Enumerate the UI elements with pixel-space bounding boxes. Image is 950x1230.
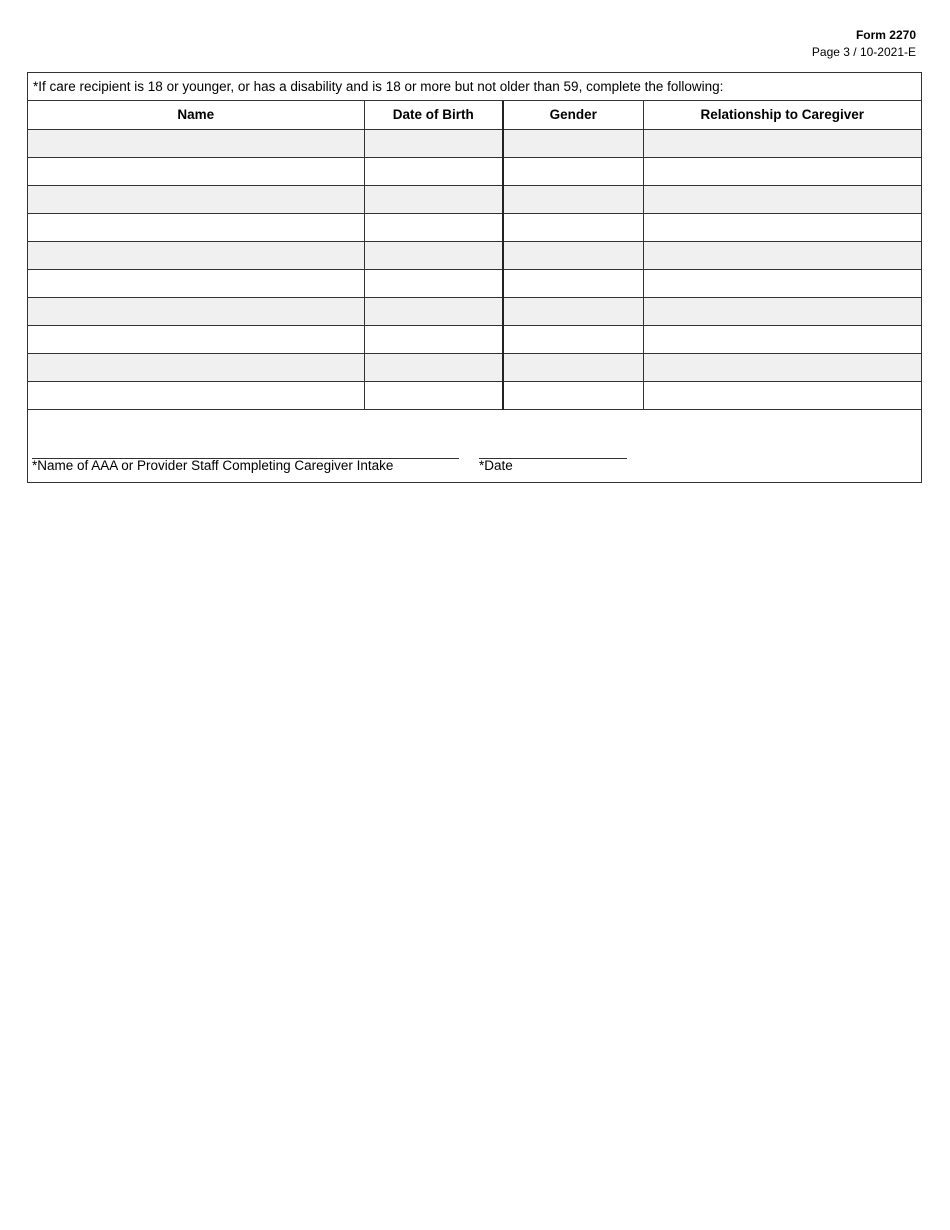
relationship-cell[interactable] (643, 325, 921, 353)
name-cell[interactable] (28, 353, 364, 381)
gender-cell[interactable] (503, 381, 643, 409)
table-row (28, 325, 921, 353)
signature-area (28, 410, 921, 482)
column-header-gender: Gender (503, 101, 643, 129)
date-of-birth-cell[interactable] (364, 213, 503, 241)
name-cell[interactable] (28, 213, 364, 241)
table-header-row (28, 101, 921, 129)
relationship-cell[interactable] (643, 185, 921, 213)
table-row (28, 185, 921, 213)
date-of-birth-cell[interactable] (364, 297, 503, 325)
gender-cell[interactable] (503, 241, 643, 269)
gender-cell[interactable] (503, 213, 643, 241)
table-row (28, 381, 921, 409)
name-cell[interactable] (28, 157, 364, 185)
date-of-birth-cell[interactable] (364, 185, 503, 213)
gender-cell[interactable] (503, 297, 643, 325)
name-cell[interactable] (28, 129, 364, 157)
name-cell[interactable] (28, 185, 364, 213)
page-info: Page 3 / 10-2021-E (811, 45, 916, 59)
name-cell[interactable] (28, 269, 364, 297)
staff-name-label: *Name of AAA or Provider Staff Completing Caregiver Intake (32, 457, 394, 473)
table-row (28, 297, 921, 325)
table-row (28, 129, 921, 157)
column-header-relationship: Relationship to Caregiver (643, 101, 921, 129)
instruction-text: *If care recipient is 18 or younger, or has a disability and is 18 or more but not older than 59, complete the following: (28, 73, 921, 101)
gender-cell[interactable] (503, 269, 643, 297)
gender-cell[interactable] (503, 129, 643, 157)
care-recipient-table (28, 101, 921, 410)
gender-cell[interactable] (503, 325, 643, 353)
relationship-cell[interactable] (643, 269, 921, 297)
table-body (28, 129, 921, 409)
relationship-cell[interactable] (643, 381, 921, 409)
date-of-birth-cell[interactable] (364, 129, 503, 157)
name-cell[interactable] (28, 381, 364, 409)
date-of-birth-cell[interactable] (364, 241, 503, 269)
table-row (28, 269, 921, 297)
table-row (28, 241, 921, 269)
table-row (28, 213, 921, 241)
form-header (812, 27, 916, 61)
relationship-cell[interactable] (643, 297, 921, 325)
relationship-cell[interactable] (643, 129, 921, 157)
table-row (28, 353, 921, 381)
name-cell[interactable] (28, 325, 364, 353)
relationship-cell[interactable] (643, 241, 921, 269)
relationship-cell[interactable] (643, 157, 921, 185)
table-row (28, 157, 921, 185)
name-cell[interactable] (28, 297, 364, 325)
intake-date-label: *Date (479, 457, 513, 473)
relationship-cell[interactable] (643, 213, 921, 241)
date-of-birth-cell[interactable] (364, 157, 503, 185)
care-recipient-section (27, 72, 922, 483)
gender-cell[interactable] (503, 157, 643, 185)
date-of-birth-cell[interactable] (364, 353, 503, 381)
form-number: Form 2270 (855, 28, 916, 42)
column-header-name: Name (28, 101, 364, 129)
name-cell[interactable] (28, 241, 364, 269)
column-header-date-of-birth: Date of Birth (364, 101, 503, 129)
relationship-cell[interactable] (643, 353, 921, 381)
gender-cell[interactable] (503, 353, 643, 381)
date-of-birth-cell[interactable] (364, 381, 503, 409)
gender-cell[interactable] (503, 185, 643, 213)
date-of-birth-cell[interactable] (364, 269, 503, 297)
date-of-birth-cell[interactable] (364, 325, 503, 353)
